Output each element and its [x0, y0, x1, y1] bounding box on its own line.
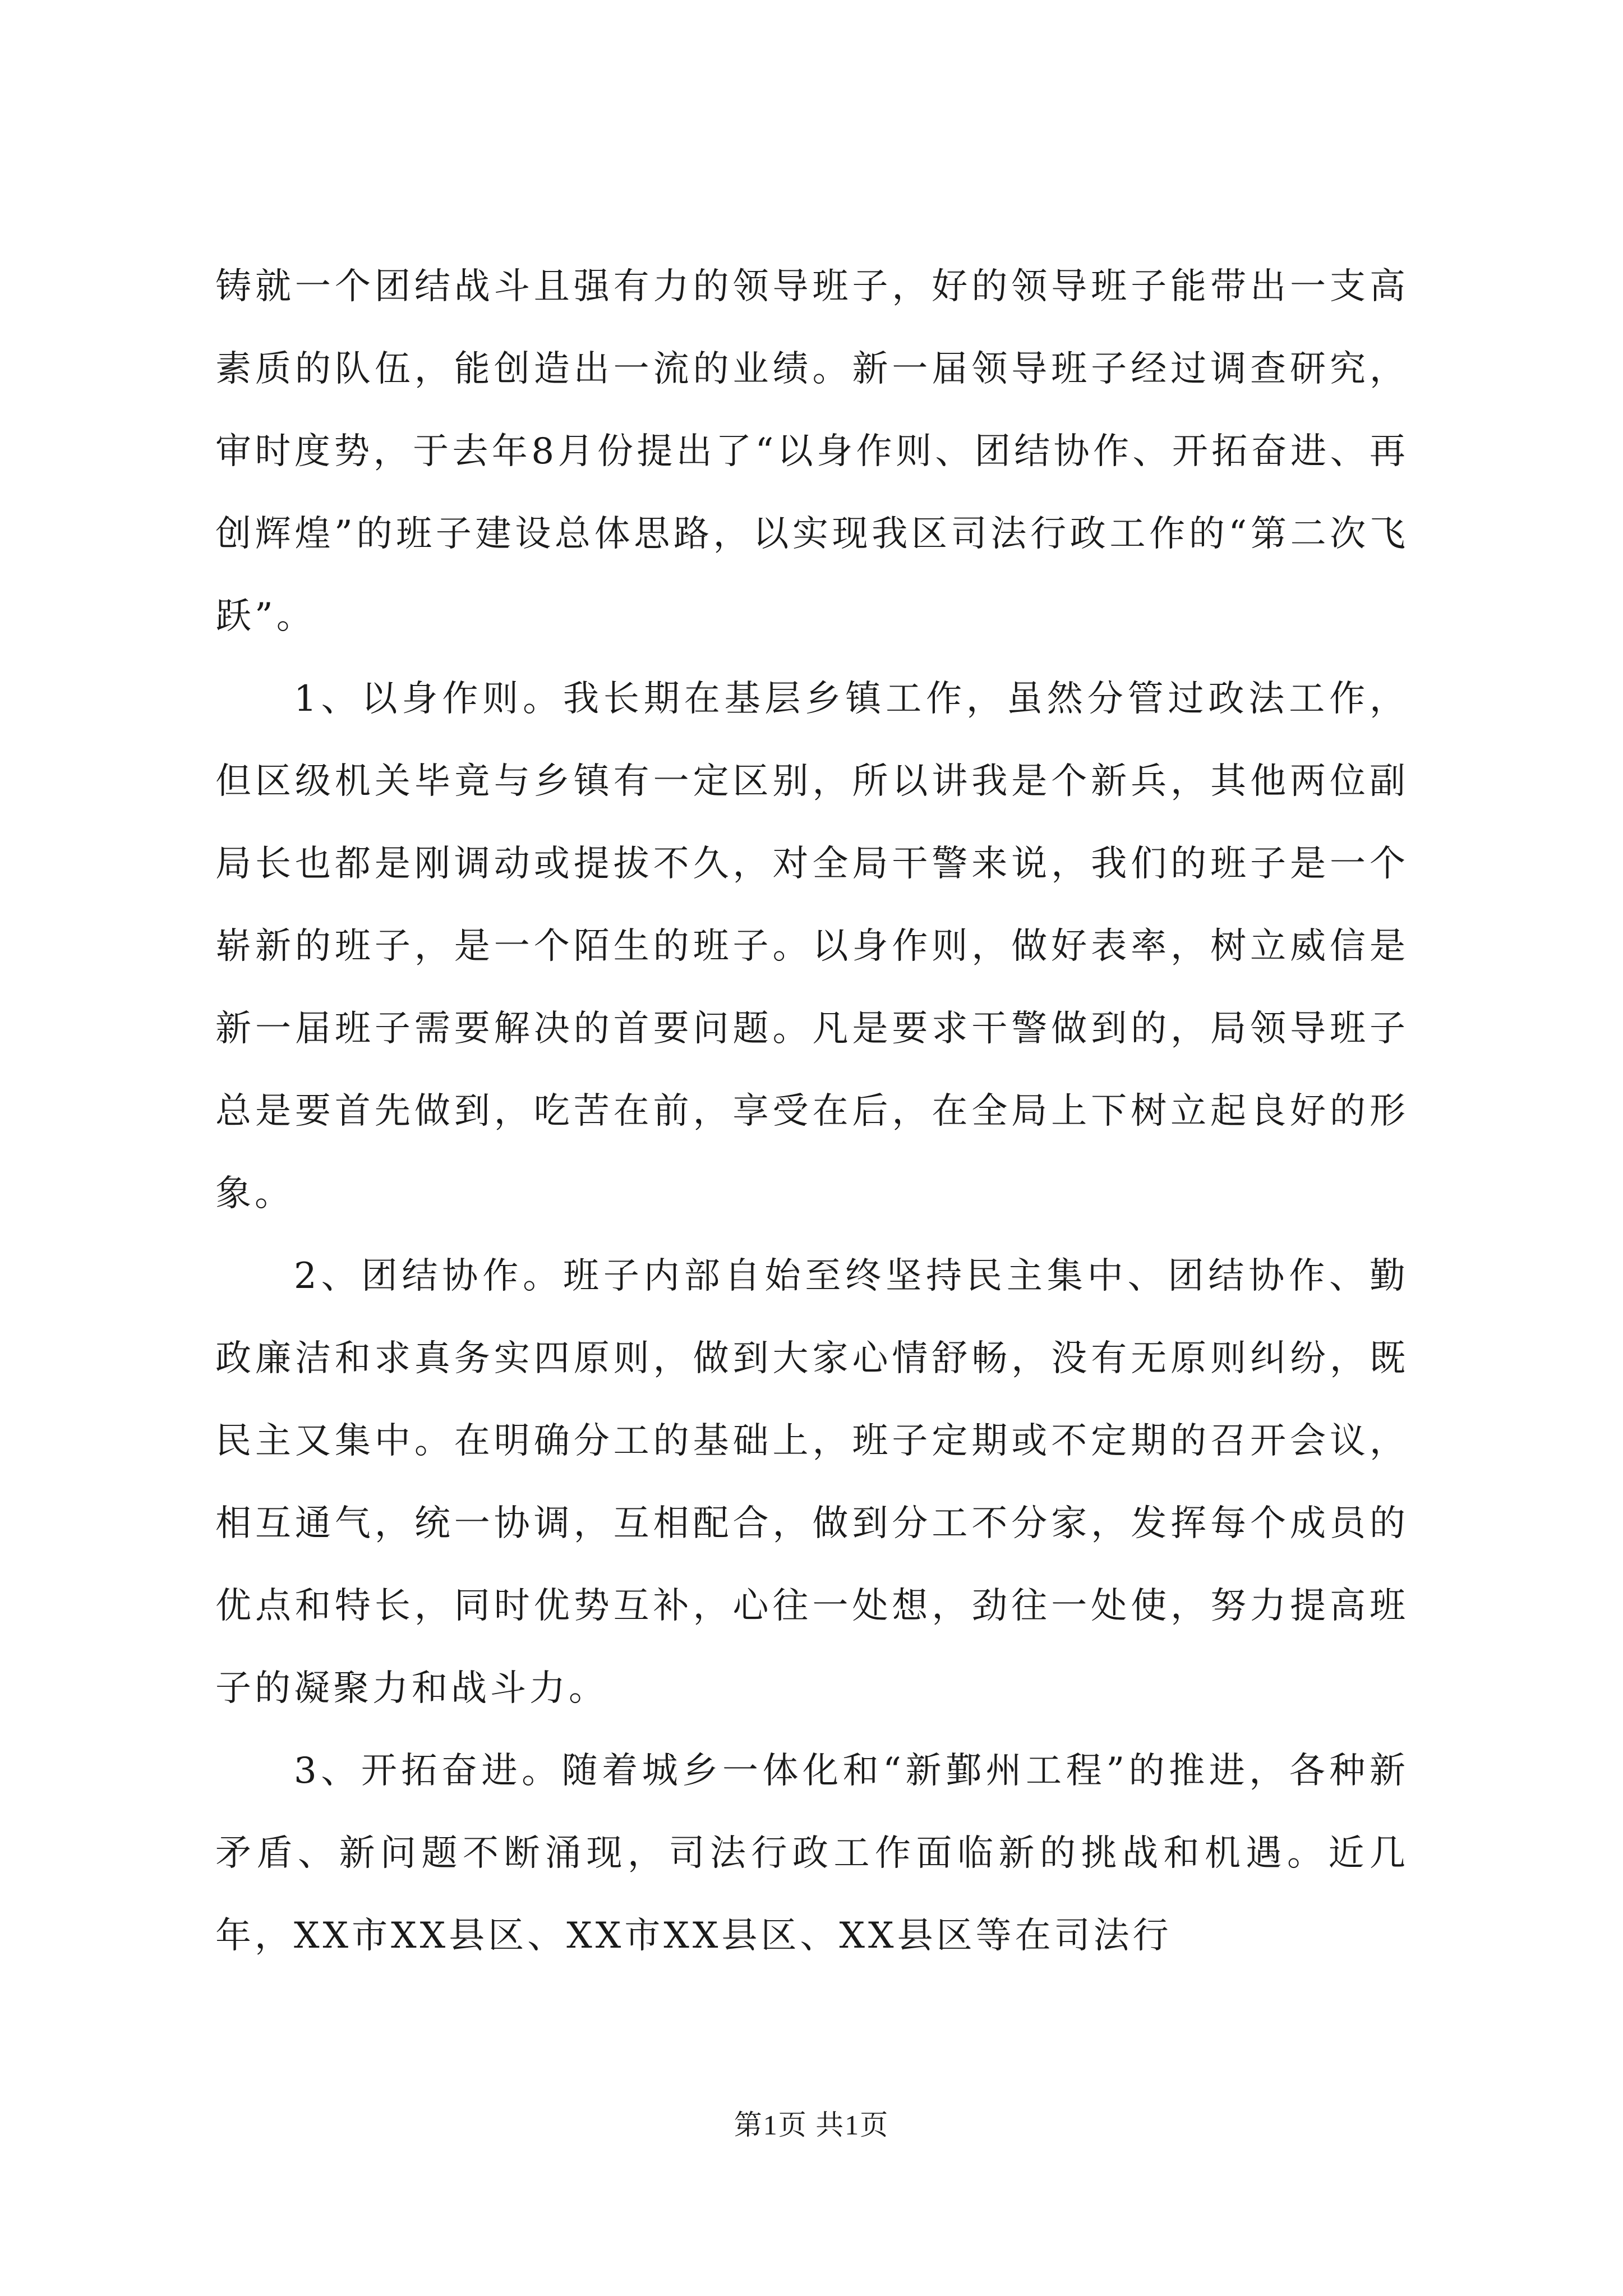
paragraph-pioneering: 3、开拓奋进。随着城乡一体化和“新鄞州工程”的推进，各种新矛盾、新问题不断涌现，司法行政工作面临新的挑战和机遇。近几年，XX市XX县区、XX市XX县区、XX县区等在司法行: [215, 1750, 1409, 1957]
paragraph-intro: 铸就一个团结战斗且强有力的领导班子，好的领导班子能带出一支高素质的队伍，能创造出一流的业绩。新一届领导班子经过调查研究，审时度势，于去年8月份提出了“以身作则、团结协作、开拓奋进、再创辉煌”的班子建设总体思路，以实现我区司法行政工作的“第二次飞跃”。: [215, 266, 1409, 637]
paragraph-unity-cooperation: 2、团结协作。班子内部自始至终坚持民主集中、团结协作、勤政廉洁和求真务实四原则，做到大家心情舒畅，没有无原则纠纷，既民主又集中。在明确分工的基础上，班子定期或不定期的召开会议，相互通气，统一协调，互相配合，做到分工不分家，发挥每个成员的优点和特长，同时优势互补，心往一处想，劲往一处使，努力提高班子的凝聚力和战斗力。: [215, 1255, 1409, 1709]
paragraph-lead-by-example: 1、以身作则。我长期在基层乡镇工作，虽然分管过政法工作，但区级机关毕竟与乡镇有一定区别，所以讲我是个新兵，其他两位副局长也都是刚调动或提拔不久，对全局干警来说，我们的班子是一个崭新的班子，是一个陌生的班子。以身作则，做好表率，树立威信是新一届班子需要解决的首要问题。凡是要求干警做到的，局领导班子总是要首先做到，吃苦在前，享受在后，在全局上下树立起良好的形象。: [215, 678, 1409, 1214]
page-footer: 第1页 共1页: [734, 2109, 889, 2141]
document-body: [215, 246, 1409, 1977]
